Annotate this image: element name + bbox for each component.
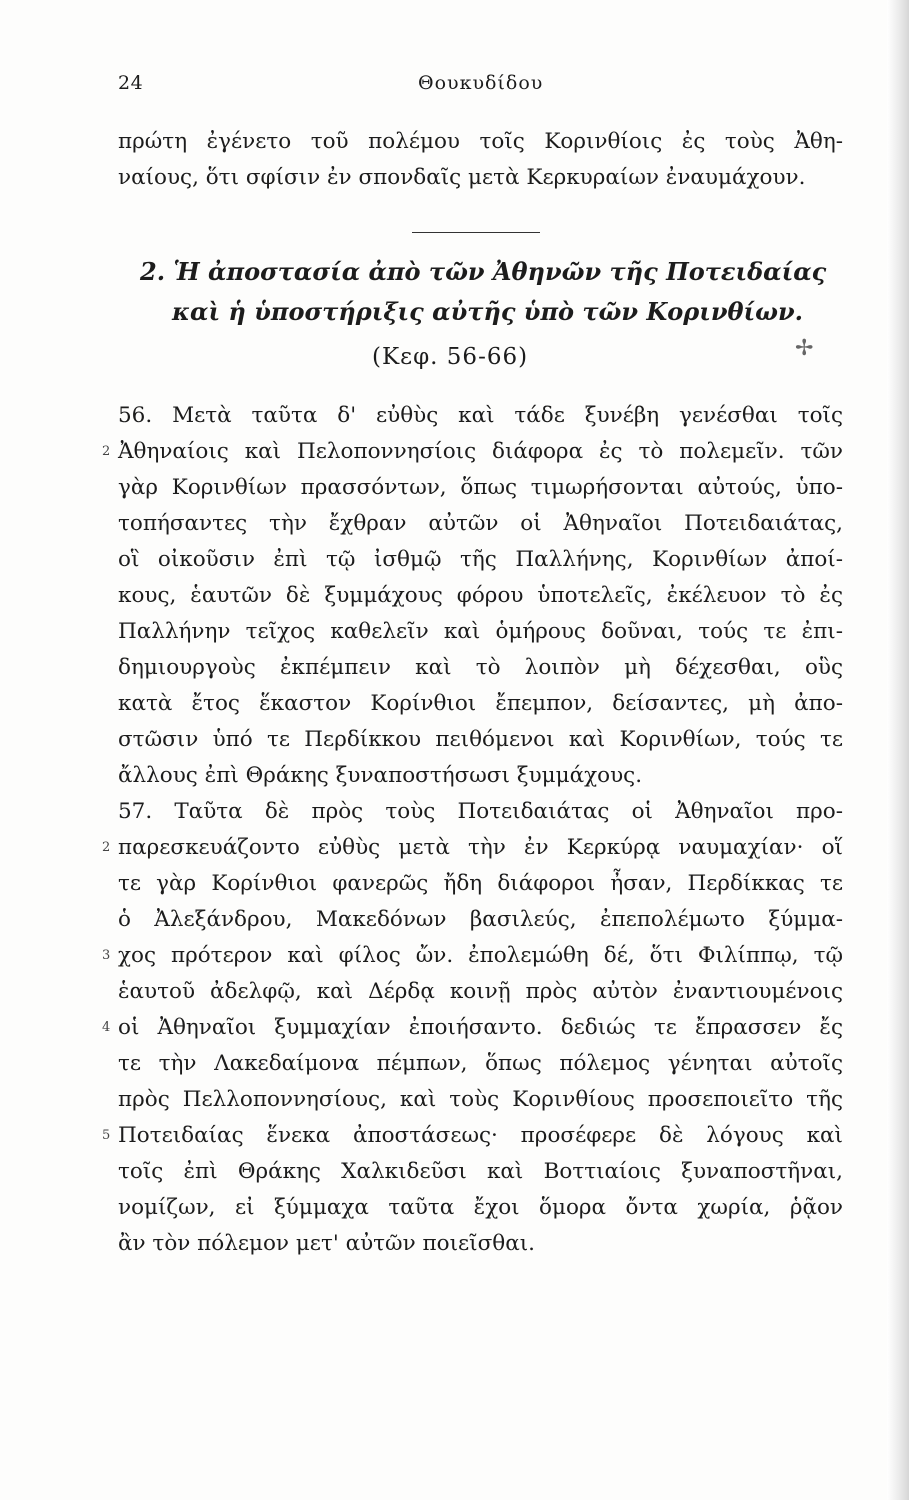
text-line-content: κατὰ ἔτος ἕκαστον Κορίνθιοι ἔπεμπον, δείσαντες, μὴ ἀπο-	[118, 691, 843, 716]
text-line-content: ἄλλους ἐπὶ Θράκης ξυναποστήσωσι ξυμμάχους.	[118, 763, 643, 788]
text-line	[118, 722, 843, 758]
margin-paragraph-number: 2	[102, 444, 111, 459]
text-line-content: 57. Ταῦτα δὲ πρὸς τοὺς Ποτειδαιάτας οἱ Ἀθηναῖοι προ-	[118, 799, 843, 824]
text-line	[118, 1082, 843, 1118]
text-line-content: 56. Μετὰ ταῦτα δ' εὐθὺς καὶ τάδε ξυνέβη γενέσθαι τοῖς	[118, 403, 843, 428]
text-line-content: τε γὰρ Κορίνθιοι φανερῶς ἤδη διάφοροι ἦσαν, Περδίκκας τε	[118, 871, 843, 896]
text-line	[102, 830, 843, 866]
text-line	[118, 542, 843, 578]
page-header	[118, 72, 838, 102]
section-title-line-1: 2. Ἡ ἀποστασία ἀπὸ τῶν Ἀθηνῶν τῆς Ποτειδαίας	[140, 257, 827, 286]
margin-paragraph-number: 4	[102, 1020, 111, 1035]
chapter-reference: (Κεφ. 56-66)	[372, 344, 529, 370]
text-line-content: τοπήσαντες τὴν ἔχθραν αὐτῶν οἱ Ἀθηναῖοι Ποτειδαιάτας,	[118, 511, 843, 536]
text-line: πρώτη ἐγένετο τοῦ πολέμου τοῖς Κορινθίοις ἐς τοὺς Ἀθη-	[118, 129, 843, 154]
section-title-line-2: καὶ ἡ ὑποστήριξις αὐτῆς ὑπὸ τῶν Κορινθίων.	[172, 297, 803, 326]
text-line-content: τοῖς ἐπὶ Θράκης Χαλκιδεῦσι καὶ Βοττιαίοις ξυναποστῆναι,	[118, 1159, 843, 1184]
margin-paragraph-number: 2	[102, 840, 111, 855]
margin-paragraph-number: 3	[102, 948, 111, 963]
text-line-content: ἂν τὸν πόλεμον μετ' αὐτῶν ποιεῖσθαι.	[118, 1231, 535, 1256]
margin-paragraph-number: 5	[102, 1128, 111, 1143]
running-head: Θουκυδίδου	[418, 72, 544, 94]
text-line-content: Ἀθηναίοις καὶ Πελοποννησίοις διάφορα ἐς τὸ πολεμεῖν. τῶν	[118, 439, 843, 464]
text-line-content: πρὸς Πελλοποννησίους, καὶ τοὺς Κορινθίους προσεποιεῖτο τῆς	[118, 1087, 843, 1112]
text-line-content: τε τὴν Λακεδαίμονα πέμπων, ὅπως πόλεμος γένηται αὐτοῖς	[118, 1051, 843, 1076]
text-line	[118, 794, 843, 830]
text-line	[118, 758, 843, 794]
text-line	[102, 1118, 843, 1154]
text-line	[118, 578, 843, 614]
text-line	[118, 650, 843, 686]
text-line	[118, 974, 843, 1010]
text-line	[118, 902, 843, 938]
handwritten-cross-mark: ✢	[795, 336, 814, 361]
text-line	[102, 938, 843, 974]
text-line-content: γὰρ Κορινθίων πρασσόντων, ὅπως τιμωρήσονται αὐτούς, ὑπο-	[118, 475, 843, 500]
text-line	[118, 866, 843, 902]
text-line-content: στῶσιν ὑπό τε Περδίκκου πειθόμενοι καὶ Κορινθίων, τούς τε	[118, 727, 843, 752]
text-line-content: οἳ οἰκοῦσιν ἐπὶ τῷ ἰσθμῷ τῆς Παλλήνης, Κορινθίων ἀποί-	[118, 547, 843, 572]
page-number: 24	[118, 72, 144, 94]
text-line	[118, 614, 843, 650]
text-line-content: νομίζων, εἰ ξύμμαχα ταῦτα ἔχοι ὅμορα ὄντα χωρία, ῥᾷον	[118, 1195, 843, 1220]
text-line-content: ὁ Ἀλεξάνδρου, Μακεδόνων βασιλεύς, ἐπεπολέμωτο ξύμμα-	[118, 907, 843, 932]
text-line	[118, 506, 843, 542]
text-line	[118, 1046, 843, 1082]
text-line	[118, 1226, 843, 1262]
page-edge-shadow	[887, 0, 909, 1500]
text-line-content: χος πρότερον καὶ φίλος ὤν. ἐπολεμώθη δέ, ὅτι Φιλίππῳ, τῷ	[118, 943, 843, 968]
section-divider	[412, 232, 540, 233]
text-line-content: δημιουργοὺς ἐκπέμπειν καὶ τὸ λοιπὸν μὴ δέχεσθαι, οὓς	[118, 655, 843, 680]
body-text	[102, 398, 843, 1262]
text-line	[118, 1154, 843, 1190]
text-line	[102, 434, 843, 470]
text-line-content: Ποτειδαίας ἕνεκα ἀποστάσεως· προσέφερε δὲ λόγους καὶ	[118, 1123, 843, 1148]
text-line-content: παρεσκευάζοντο εὐθὺς μετὰ τὴν ἐν Κερκύρᾳ ναυμαχίαν· οἵ	[118, 835, 843, 860]
text-line	[118, 1190, 843, 1226]
text-line	[102, 1010, 843, 1046]
text-line-content: ἑαυτοῦ ἀδελφῷ, καὶ Δέρδᾳ κοινῇ πρὸς αὐτὸν ἐναντιουμένοις	[118, 979, 843, 1004]
text-line-content: κους, ἑαυτῶν δὲ ξυμμάχους φόρου ὑποτελεῖς, ἐκέλευον τὸ ἐς	[118, 583, 843, 608]
text-line	[118, 398, 843, 434]
text-line-content: οἱ Ἀθηναῖοι ξυμμαχίαν ἐποιήσαντο. δεδιώς τε ἔπρασσεν ἔς	[118, 1015, 843, 1040]
text-line	[118, 686, 843, 722]
text-line	[118, 470, 843, 506]
text-line-content: Παλλήνην τεῖχος καθελεῖν καὶ ὁμήρους δοῦναι, τούς τε ἐπι-	[118, 619, 843, 644]
intro-text	[118, 124, 843, 196]
text-line: ναίους, ὅτι σφίσιν ἐν σπονδαῖς μετὰ Κερκυραίων ἐναυμάχουν.	[118, 165, 806, 190]
